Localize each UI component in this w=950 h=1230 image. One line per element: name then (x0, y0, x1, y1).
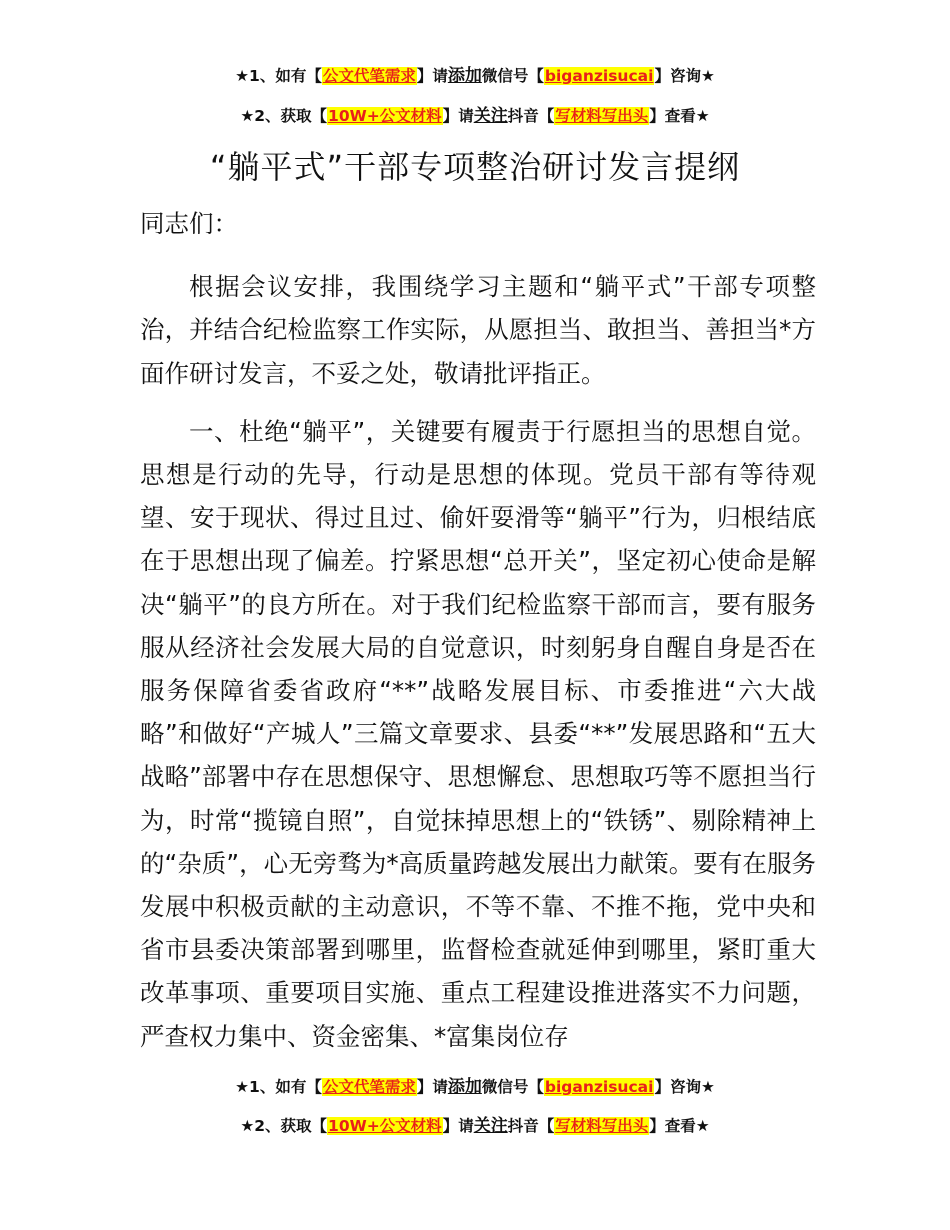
banner-highlight-douyin[interactable]: 写材料写出头 (555, 107, 649, 125)
banner-text: ★2、获取【 (240, 1117, 328, 1135)
bottom-banner-line-1 (0, 1075, 950, 1099)
banner-text: 抖音【 (507, 107, 555, 125)
banner-highlight-wechat-id[interactable]: biganzisucai (544, 1078, 654, 1096)
banner-text: 】查看★ (649, 1117, 710, 1135)
banner-text: 】请 (416, 67, 448, 85)
top-banner-line-2 (0, 104, 950, 128)
banner-text: 】咨询★ (654, 67, 715, 85)
banner-text: 微信号【 (481, 1078, 544, 1096)
banner-text: 】查看★ (649, 107, 710, 125)
banner-text: 】咨询★ (654, 1078, 715, 1096)
banner-underlined-verb: 添加 (447, 66, 482, 86)
paragraph-section-1: 一、杜绝“躺平”，关键要有履责于行愿担当的思想自觉。思想是行动的先导，行动是思想的体现。党员干部有等待观望、安于现状、得过且过、偷奸耍滑等“躺平”行为，归根结底在于思想出现了偏差。拧紧思想“总开关”，坚定初心使命是解决“躺平”的良方所在。对于我们纪检监察干部而言，要有服务服从经济社会发展大局的自觉意识，时刻躬身自醒自身是否在服务保障省委省政府“**”战略发展目标、市委推进“六大战略”和做好“产城人”三篇文章要求、县委“**”发展思路和“五大战略”部署中存在思想保守、思想懈怠、思想取巧等不愿担当行为，时常“揽镜自照”，自觉抹掉思想上的“铁锈”、剔除精神上的“杂质”，心无旁骛为*高质量跨越发展出力献策。要有在服务发展中积极贡献的主动意识，不等不靠、不推不拖，党中央和省市县委决策部署到哪里，监督检查就延伸到哪里，紧盯重大改革事项、重要项目实施、重点工程建设推进落实不力问题，严查权力集中、资金密集、*富集岗位存 (140, 416, 816, 1051)
banner-text: 微信号【 (481, 67, 544, 85)
banner-text: ★1、如有【 (235, 67, 322, 85)
banner-highlight-douyin[interactable]: 写材料写出头 (555, 1117, 649, 1135)
banner-highlight-service[interactable]: 公文代笔需求 (322, 67, 416, 85)
paragraph-intro: 根据会议安排，我围绕学习主题和“躺平式”干部专项整治，并结合纪检监察工作实际，从愿担当、敢担当、善担当*方面作研讨发言，不妥之处，敬请批评指正。 (140, 272, 816, 388)
banner-underlined-verb: 关注 (473, 1116, 508, 1136)
banner-highlight-materials[interactable]: 10W+公文材料 (328, 1117, 442, 1135)
document-body (140, 202, 816, 1058)
banner-underlined-verb: 关注 (473, 106, 508, 126)
bottom-banner-line-2 (0, 1114, 950, 1138)
banner-highlight-service[interactable]: 公文代笔需求 (322, 1078, 416, 1096)
banner-highlight-materials[interactable]: 10W+公文材料 (328, 107, 442, 125)
top-banner-line-1 (0, 64, 950, 88)
banner-text: 】请 (442, 1117, 474, 1135)
banner-text: 抖音【 (507, 1117, 555, 1135)
banner-highlight-wechat-id[interactable]: biganzisucai (544, 67, 654, 85)
banner-text: 】请 (416, 1078, 448, 1096)
banner-text: ★2、获取【 (240, 107, 328, 125)
banner-text: 】请 (442, 107, 474, 125)
banner-text: ★1、如有【 (235, 1078, 322, 1096)
greeting: 同志们： (140, 209, 238, 238)
document-title: “躺平式”干部专项整治研讨发言提纲 (209, 148, 741, 186)
banner-underlined-verb: 添加 (447, 1077, 482, 1097)
